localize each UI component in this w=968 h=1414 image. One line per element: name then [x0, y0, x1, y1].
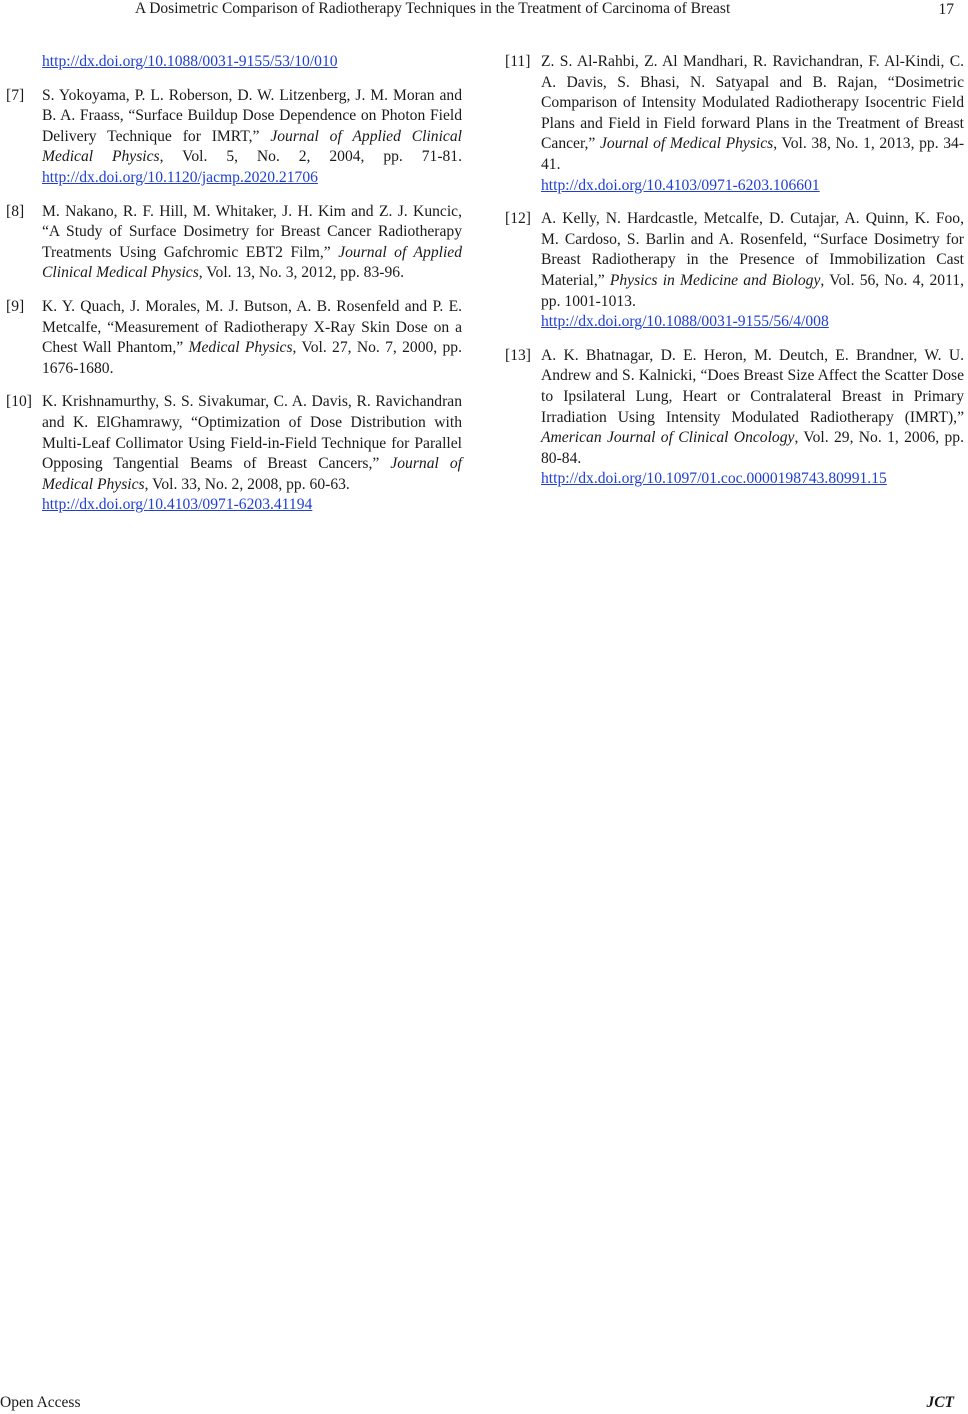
reference-authors-title: K. Krishnamurthy, S. S. Sivakumar, C. A. Davis, R. Ravichandran and K. ElGhamrawy, “Optimization of Dose Distribution with Multi-Leaf Collimator Using Field-in-Field Technique for Parallel Opposing Tangential Beams of Breast Cancers,” [42, 393, 462, 473]
reference-details: , Vol. 27, No. 7, 2000, pp. 1676-1680. [42, 339, 462, 377]
reference-number: [7] [6, 86, 25, 104]
reference-details: , Vol. 33, No. 2, 2008, pp. 60-63. [144, 475, 350, 493]
reference-item [6, 392, 462, 516]
reference-number: [8] [6, 202, 25, 220]
reference-item [505, 52, 964, 196]
reference-authors-title: M. Nakano, R. F. Hill, M. Whitaker, J. H. Kim and Z. J. Kuncic, “A Study of Surface Dosimetry for Breast Cancer Radiotherapy Treatments Using Gafchromic EBT2 Film,” [42, 202, 462, 261]
reference-text [42, 393, 462, 513]
reference-authors-title: A. Kelly, N. Hardcastle, Metcalfe, D. Cutajar, A. Quinn, K. Foo, M. Cardoso, S. Barlin and A. Rosenfeld, “Surface Dosimetry for Breast Radiotherapy in the Presence of Immobilization Cast Material,” [541, 210, 964, 289]
reference-number: [13] [505, 346, 531, 364]
reference-journal: Journal of Applied Clinical Medical Physics [42, 243, 463, 282]
reference-item [6, 297, 462, 379]
reference-text [541, 210, 964, 330]
reference-journal: Journal of Applied Clinical Medical Physics [42, 127, 462, 166]
reference-journal: Journal of Medical Physics [42, 455, 462, 493]
reference-details: , Vol. 38, No. 1, 2013, pp. 34-41. [541, 135, 965, 173]
reference-details: , Vol. 29, No. 1, 2006, pp. 80-84. [541, 429, 964, 467]
doi-link[interactable]: http://dx.doi.org/10.1097/01.coc.0000198743.80991.15 [541, 470, 887, 488]
reference-number: [12] [505, 210, 531, 228]
reference-item [505, 209, 964, 333]
reference-item [505, 346, 964, 490]
reference-text [541, 347, 964, 488]
reference-number: [9] [6, 297, 25, 315]
reference-details: , Vol. 13, No. 3, 2012, pp. 83-96. [198, 264, 404, 282]
reference-item [6, 86, 462, 189]
reference-authors-title: A. K. Bhatnagar, D. E. Heron, M. Deutch, E. Brandner, W. U. Andrew and S. Kalnicki, “Does Breast Size Affect the Scatter Dose to Ipsilateral Lung, Heart or Contralateral Breast in Primary Irradiation Using Intensity Modulated Radiotherapy (IMRT),” [541, 346, 964, 426]
right-column [505, 52, 964, 503]
journal-abbrev: JCT [926, 1394, 954, 1411]
reference-number: [10] [6, 393, 32, 411]
left-reference-list [6, 86, 462, 516]
reference-details: , Vol. 56, No. 4, 2011, pp. 1001-1013. [541, 271, 964, 310]
page-footer [0, 1394, 968, 1414]
reference-journal: American Journal of Clinical Oncology [541, 429, 795, 447]
doi-link[interactable]: http://dx.doi.org/10.1088/0031-9155/56/4/008 [541, 313, 829, 331]
reference-item [6, 202, 462, 284]
reference-number: [11] [505, 53, 531, 70]
reference-journal: Physics in Medicine and Biology [609, 271, 821, 289]
right-reference-list [505, 52, 964, 490]
running-title: A Dosimetric Comparison of Radiotherapy Techniques in the Treatment of Carcinoma of Breast [135, 0, 731, 17]
reference-details: , Vol. 5, No. 2, 2004, pp. 71-81. [159, 148, 462, 166]
reference-continuation [6, 52, 462, 73]
reference-text [42, 298, 462, 377]
doi-link[interactable]: http://dx.doi.org/10.4103/0971-6203.41194 [42, 496, 313, 514]
open-access-label: Open Access [0, 1394, 81, 1411]
page-header [0, 0, 968, 24]
reference-authors-title: S. Yokoyama, P. L. Roberson, D. W. Litzenberg, J. M. Moran and B. A. Fraass, “Surface Buildup Dose Dependence on Photon Field Delivery Technique for IMRT,” [42, 86, 462, 145]
reference-journal: Medical Physics [188, 339, 293, 357]
reference-authors-title: K. Y. Quach, J. Morales, M. J. Butson, A. B. Rosenfeld and P. E. Metcalfe, “Measurement of Radiotherapy X-Ray Skin Dose on a Chest Wall Phantom,” [42, 297, 462, 357]
reference-authors-title: Z. S. Al-Rahbi, Z. Al Mandhari, R. Ravichandran, F. Al-Kindi, C. A. Davis, S. Bhasi, N. Satyapal and B. Rajan, “Dosimetric Comparison of Intensity Modulated Radiotherapy Isocentric Field Plans and Field in Field forward Plans in the Treatment of Breast Cancer,” [541, 53, 964, 153]
reference-journal: Journal of Medical Physics [599, 135, 774, 153]
doi-link[interactable]: http://dx.doi.org/10.4103/0971-6203.106601 [541, 176, 820, 194]
left-column [6, 52, 462, 529]
reference-text [42, 87, 462, 186]
reference-text [42, 203, 462, 282]
page-number: 17 [938, 1, 954, 18]
doi-link[interactable]: http://dx.doi.org/10.1120/jacmp.2020.21706 [42, 168, 318, 186]
doi-link[interactable]: http://dx.doi.org/10.1088/0031-9155/53/10/010 [42, 53, 338, 70]
reference-text [541, 53, 964, 194]
